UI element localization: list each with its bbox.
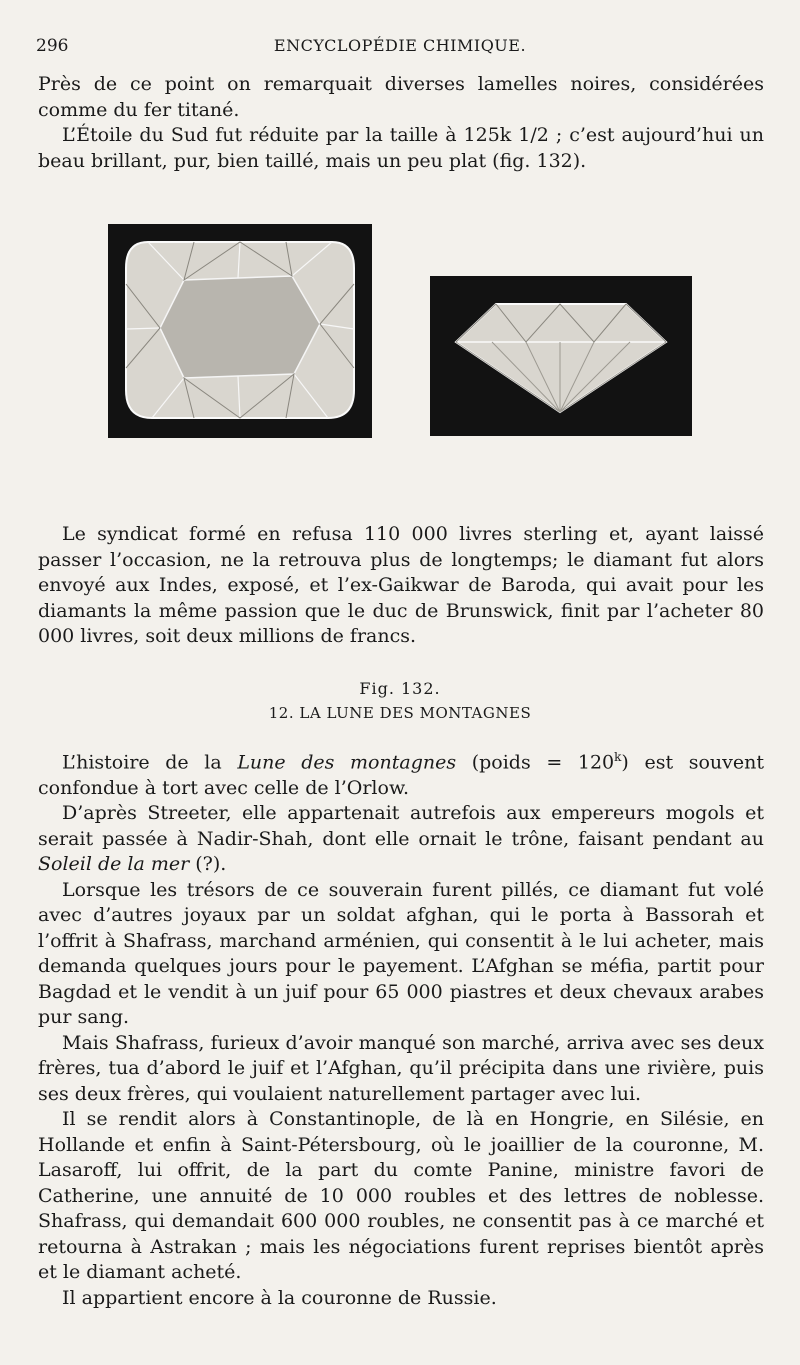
paragraph: L’Étoile du Sud fut réduite par la taille à 125k 1/2 ; c’est aujourd’hui un beau brillant, pur, bien taillé, mais un peu plat (fig. 132). xyxy=(38,124,764,172)
diamond-top-view-engraving xyxy=(108,224,372,438)
paragraph: Le syndicat formé en refusa 110 000 livres sterling et, ayant laissé passer l’occasion, ne la retrouva plus de longtemps; le diamant fut alors envoyé aux Indes, exposé, et l’ex-Gaikwar de Baroda, qui avait pour les diamants la même passion que le duc de Brunswick, finit par l’acheter 80 000 livres, soit deux millions de francs. xyxy=(38,523,764,647)
paragraph: Il se rendit alors à Constantinople, de là en Hongrie, en Silésie, en Hollande et enfin à Saint-Pétersbourg, où le joaillier de la couronne, M. Lasaroff, lui offrit, de la part du comte Panine, ministre favori de Catherine, une annuité de 10 000 roubles et des lettres de noblesse. Shafrass, qui demandait 600 000 roubles, ne consentit pas à ce marché et retourna à Astrakan ; mais les négociations furent reprises bientôt après et le diamant acheté. xyxy=(38,1108,764,1284)
intro-text xyxy=(38,72,764,174)
running-title: ENCYCLOPÉDIE CHIMIQUE. xyxy=(273,36,527,55)
paragraph: Il appartient encore à la couronne de Russie. xyxy=(62,1286,497,1309)
paragraph: L’histoire de la Lune des montagnes (poids = $120^k$) est souvent confondue à tort avec celle de l’Orlow. xyxy=(38,750,764,799)
page-number: 296 xyxy=(36,36,69,56)
page-header xyxy=(36,36,764,60)
body-text-before-section xyxy=(38,522,764,650)
section-heading: 12. LA LUNE DES MONTAGNES xyxy=(268,704,532,722)
diamond-side-view-engraving xyxy=(430,276,692,436)
paragraph: Mais Shafrass, furieux d’avoir manqué son marché, arriva avec ses deux frères, tua d’abord le juif et l’Afghan, qu’il précipita dans une rivière, puis ses deux frères, qui voulaient naturellement partager avec lui. xyxy=(38,1031,764,1105)
paragraph: D’après Streeter, elle appartenait autrefois aux empereurs mogols et serait passée à Nadir-Shah, dont elle ornait le trône, faisant pendant au Soleil de la mer (?). xyxy=(38,802,764,876)
body-text-section-12 xyxy=(38,745,764,1311)
paragraph: Lorsque les trésors de ce souverain furent pillés, ce diamant fut volé avec d’autres joyaux par un soldat afghan, qui le porta à Bassorah et l’offrit à Shafrass, marchand arménien, qui consentit à le lui acheter, mais demanda quelques jours pour le payement. L’Afghan se méfia, partit pour Bagdad et le vendit à un juif pour 65 000 piastres et deux chevaux arabes pur sang. xyxy=(38,878,764,1029)
figure-caption: Fig. 132. xyxy=(359,679,441,698)
paragraph: Près de ce point on remarquait diverses lamelles noires, considérées comme du fer titané. xyxy=(38,73,764,121)
